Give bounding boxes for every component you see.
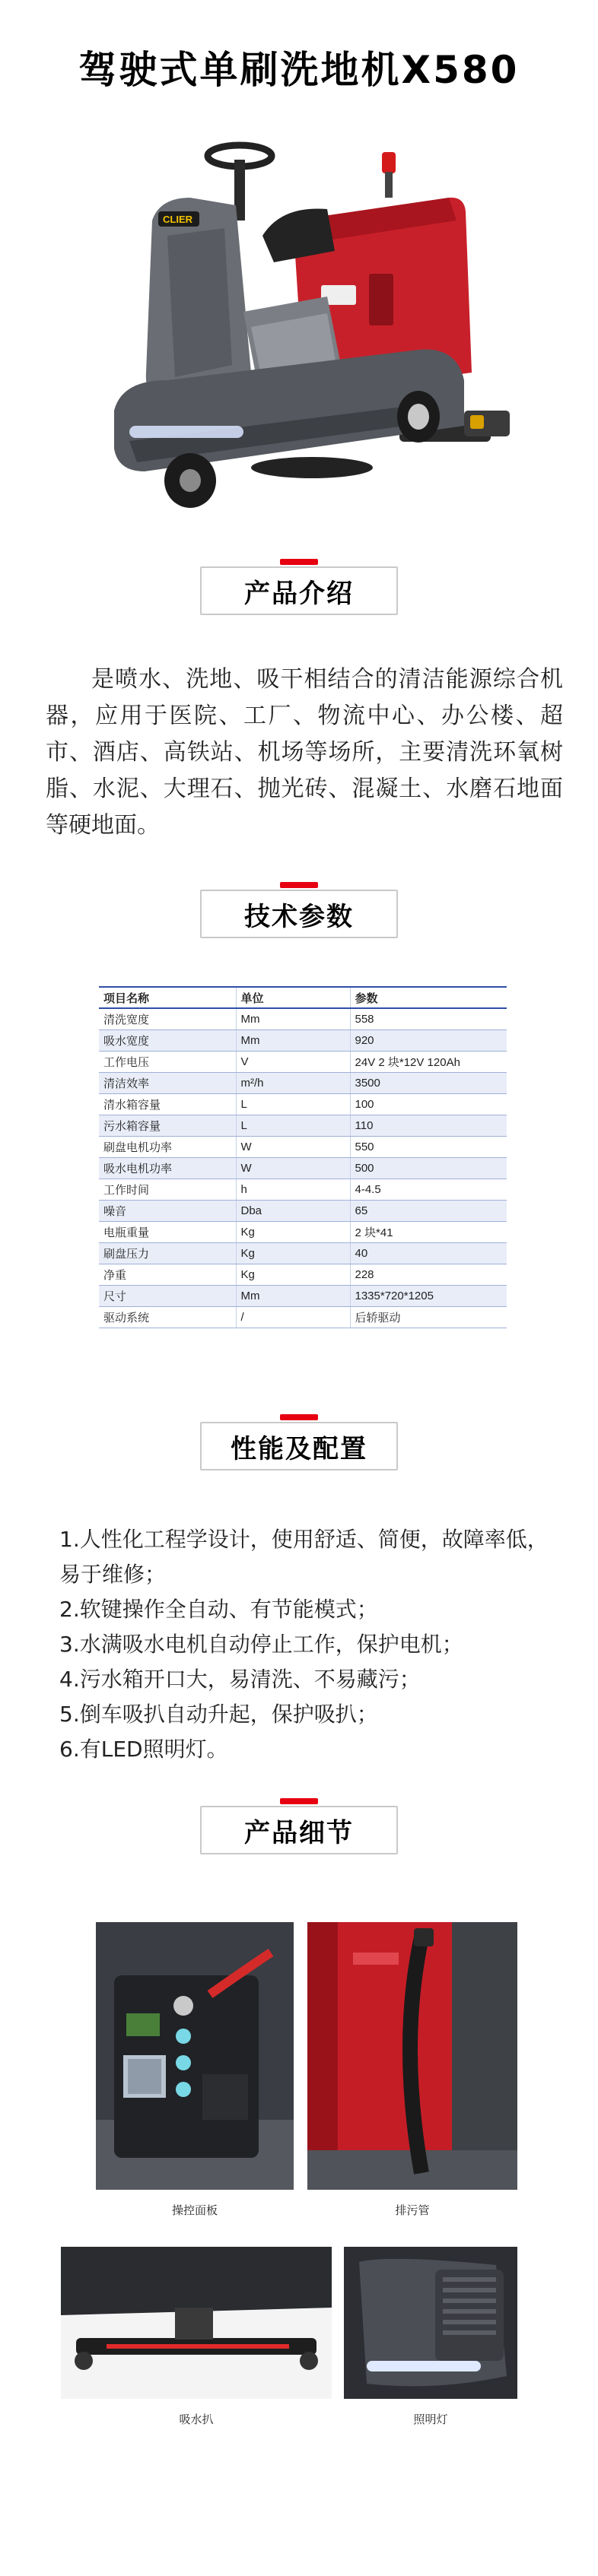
spec-table-row [99, 1157, 507, 1179]
spec-cell-value: 后轿驱动 [350, 1306, 507, 1328]
spec-cell-unit: L [236, 1093, 350, 1115]
spec-cell-item: 电瓶重量 [99, 1221, 236, 1242]
spec-cell-item: 驱动系统 [99, 1306, 236, 1328]
spec-cell-unit: V [236, 1051, 350, 1072]
spec-cell-item: 刷盘压力 [99, 1242, 236, 1264]
spec-cell-unit: Kg [236, 1242, 350, 1264]
spec-cell-unit: Mm [236, 1008, 350, 1029]
hero-product-image [99, 122, 525, 547]
spec-cell-item: 噪音 [99, 1200, 236, 1221]
spec-table-row [99, 1285, 507, 1306]
spec-table-row [99, 1179, 507, 1200]
feature-item: 4.污水箱开口大，易清洗、不易藏污； [59, 1667, 421, 1692]
spec-header-value: 参数 [350, 987, 507, 1008]
detail-photo-squeegee [61, 2247, 332, 2399]
spec-table-row [99, 1264, 507, 1285]
spec-cell-unit: W [236, 1157, 350, 1179]
feature-item: 1.人性化工程学设计，使用舒适、简便，故障率低，易于维修； [59, 1527, 549, 1587]
spec-cell-item: 尺寸 [99, 1285, 236, 1306]
feature-item: 6.有LED照明灯。 [59, 1737, 228, 1762]
spec-cell-value: 500 [350, 1157, 507, 1179]
spec-cell-unit: Kg [236, 1221, 350, 1242]
caption-squeegee: 吸水扒 [179, 2413, 214, 2426]
feature-item: 5.倒车吸扒自动升起，保护吸扒； [59, 1702, 378, 1727]
spec-table [99, 986, 507, 1328]
spec-cell-unit: W [236, 1136, 350, 1157]
brand-logo: CLIER [163, 214, 192, 225]
spec-cell-item: 刷盘电机功率 [99, 1136, 236, 1157]
spec-cell-value: 1335*720*1205 [350, 1285, 507, 1306]
spec-cell-item: 工作时间 [99, 1179, 236, 1200]
spec-table-row [99, 1051, 507, 1072]
section-badge-features [200, 1414, 398, 1470]
spec-table-row [99, 1221, 507, 1242]
section-badge-specs [200, 882, 398, 938]
spec-cell-value: 920 [350, 1029, 507, 1051]
spec-cell-unit: Mm [236, 1285, 350, 1306]
spec-cell-unit: / [236, 1306, 350, 1328]
spec-cell-value: 40 [350, 1242, 507, 1264]
features-list [59, 1522, 561, 1767]
section-title-specs: 技术参数 [244, 902, 354, 932]
spec-cell-item: 工作电压 [99, 1051, 236, 1072]
spec-table-row [99, 1115, 507, 1136]
spec-cell-value: 558 [350, 1008, 507, 1029]
spec-cell-value: 228 [350, 1264, 507, 1285]
spec-cell-item: 清洗宽度 [99, 1008, 236, 1029]
spec-cell-unit: L [236, 1115, 350, 1136]
spec-header-item: 项目名称 [99, 987, 236, 1008]
spec-cell-item: 污水箱容量 [99, 1115, 236, 1136]
spec-table-row [99, 1200, 507, 1221]
intro-paragraph: 是喷水、洗地、吸干相结合的清洁能源综合机器，应用于医院、工厂、物流中心、办公楼、超市、酒店、高铁站、机场等场所，主要清洗环氧树脂、水泥、大理石、抛光砖、混凝土、水磨石地面等硬地面。 [46, 666, 563, 839]
spec-table-row [99, 1136, 507, 1157]
spec-cell-value: 110 [350, 1115, 507, 1136]
spec-table-row [99, 1008, 507, 1029]
spec-table-row [99, 1072, 507, 1093]
caption-light: 照明灯 [413, 2413, 448, 2426]
caption-control-panel: 操控面板 [171, 2204, 218, 2217]
spec-cell-value: 100 [350, 1093, 507, 1115]
spec-cell-value: 3500 [350, 1072, 507, 1093]
caption-drain-pipe: 排污管 [395, 2204, 430, 2217]
spec-cell-value: 24V 2 块*12V 120Ah [350, 1051, 507, 1072]
feature-item: 2.软键操作全自动、有节能模式； [59, 1597, 378, 1622]
spec-cell-unit: m²/h [236, 1072, 350, 1093]
spec-cell-value: 65 [350, 1200, 507, 1221]
spec-cell-value: 550 [350, 1136, 507, 1157]
spec-table-row [99, 1093, 507, 1115]
spec-cell-item: 清水箱容量 [99, 1093, 236, 1115]
spec-cell-value: 4-4.5 [350, 1179, 507, 1200]
section-title-features: 性能及配置 [231, 1434, 367, 1464]
feature-item: 3.水满吸水电机自动停止工作，保护电机； [59, 1632, 463, 1657]
spec-table-row [99, 1306, 507, 1328]
spec-cell-item: 吸水电机功率 [99, 1157, 236, 1179]
section-title-details: 产品细节 [244, 1818, 354, 1848]
detail-photo-control-panel [96, 1922, 294, 2190]
spec-cell-item: 清洁效率 [99, 1072, 236, 1093]
spec-header-unit: 单位 [236, 987, 350, 1008]
spec-table-row [99, 1029, 507, 1051]
detail-photo-light [344, 2247, 517, 2399]
section-title-intro: 产品介绍 [244, 579, 354, 609]
spec-cell-unit: Kg [236, 1264, 350, 1285]
spec-cell-item: 吸水宽度 [99, 1029, 236, 1051]
spec-cell-item: 净重 [99, 1264, 236, 1285]
page-title: 驾驶式单刷洗地机X580 [78, 48, 520, 92]
spec-table-header-row [99, 987, 507, 1008]
spec-table-row [99, 1242, 507, 1264]
section-badge-intro [200, 559, 398, 615]
spec-cell-value: 2 块*41 [350, 1221, 507, 1242]
spec-cell-unit: h [236, 1179, 350, 1200]
spec-cell-unit: Dba [236, 1200, 350, 1221]
section-badge-details [200, 1798, 398, 1854]
detail-photo-drain-pipe [307, 1922, 517, 2190]
spec-cell-unit: Mm [236, 1029, 350, 1051]
